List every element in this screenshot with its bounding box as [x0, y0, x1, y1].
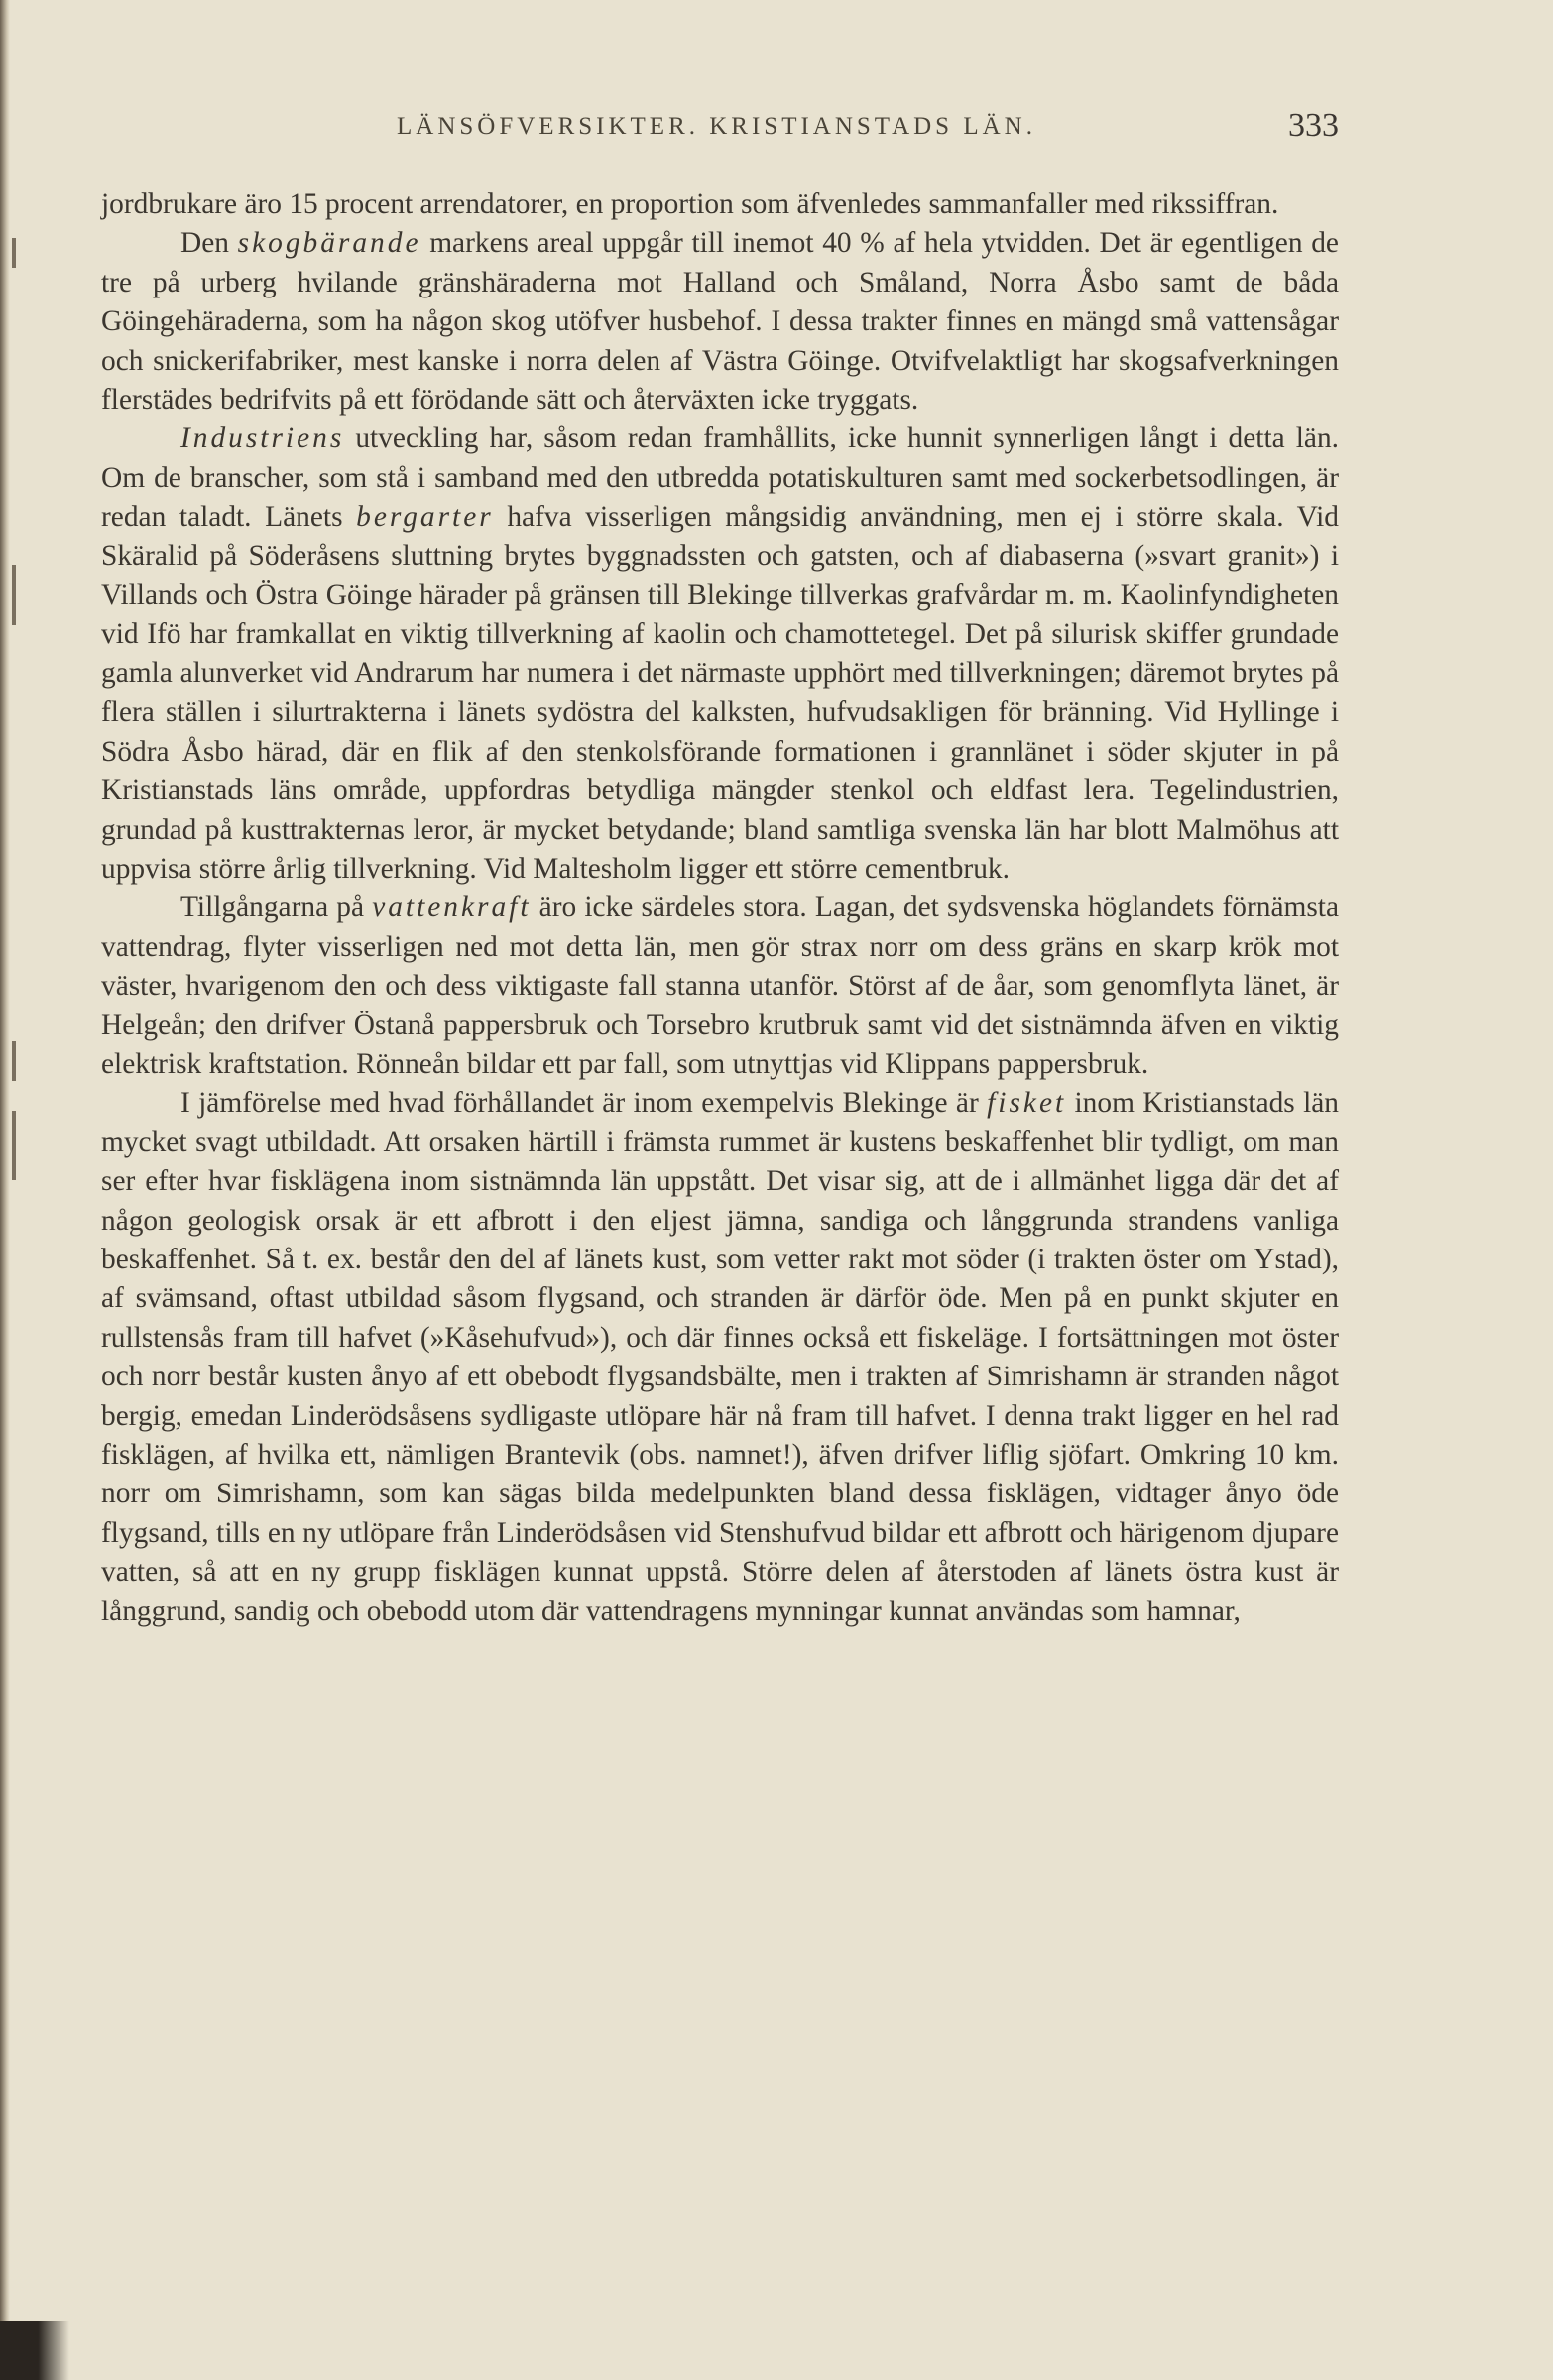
page-header — [99, 107, 1339, 151]
paragraph — [101, 224, 1339, 419]
paragraph — [101, 419, 1339, 889]
paragraph — [101, 1084, 1339, 1631]
spaced-emphasis: fisket — [987, 1087, 1067, 1120]
margin-mark — [12, 1111, 16, 1180]
spaced-emphasis: vattenkraft — [372, 892, 532, 924]
page-number: 333 — [1288, 107, 1339, 144]
spaced-emphasis: skogbärande — [237, 227, 421, 260]
text-run: Den — [180, 227, 238, 260]
text-run: utveckling har, såsom redan framhållits, icke hunnit synnerligen långt i detta län. Om de branscher, som stå i samband med den utbredda potatiskulturen samt med sockerbetsodlingen, är redan taladt. Länets — [101, 422, 1339, 534]
spaced-emphasis: bergarter — [356, 501, 494, 534]
text-run: I jämförelse med hvad förhållandet är inom exempelvis Blekinge är — [180, 1087, 988, 1120]
text-run: jordbrukare äro 15 procent arrendatorer, en proportion som äfvenledes sammanfaller med rikssiffran. — [101, 188, 1279, 220]
margin-mark — [12, 565, 16, 625]
text-run: inom Kristianstads län mycket svagt utbildadt. Att orsaken härtill i främsta rummet är kustens beskaffenhet blir tydligt, om man ser efter hvar fisklägena inom sistnämnda län uppstått. Det visar sig, att de i allmänhet ligga där det af någon geologisk orsak är ett afbrott i den eljest jämna, sandiga och långgrunda strandens vanliga beskaffenhet. Så t. ex. består den del af länets kust, som vetter rakt mot söder (i trakten öster om Ystad), af svämsand, oftast utbildad såsom flygsand, och stranden är därför öde. Men på en punkt skjuter en rullstensås fram till hafvet (»Kåsehufvud»), och där finnes också ett fiskeläge. I fortsättningen mot öster och norr består kusten ånyo af ett obebodt flygsandsbälte, men i trakten af Simrishamn är stranden något bergig, emedan Linderödsåsens sydligaste utlöpare här nå fram till hafvet. I denna trakt ligger en hel rad fisklägen, af hvilka ett, nämligen Brantevik (obs. namnet!), äfven drifver liflig sjöfart. Omkring 10 km. norr om Simrishamn, som kan sägas bilda medelpunkten bland dessa fisklägen, vidtager ånyo öde flygsand, tills en ny utlöpare från Linderödsåsen vid Stenshufvud bildar ett afbrott och härigenom djupare vatten, så att en ny grupp fisklägen kunnat uppstå. Större delen af återstoden af länets östra kust är långgrund, sandig och obebodd utom där vattendragens mynningar kunnat användas som hamnar, — [101, 1087, 1340, 1627]
text-run: Tillgångarna på — [180, 892, 373, 924]
paragraph — [101, 185, 1339, 224]
body-text — [101, 185, 1339, 1631]
spaced-emphasis: Industriens — [180, 422, 345, 455]
margin-mark — [12, 238, 16, 268]
running-head: LÄNSÖFVERSIKTER. KRISTIANSTADS LÄN. — [397, 113, 1036, 140]
page-binding-edge — [0, 0, 10, 2380]
text-run: hafva visserligen mångsidig användning, men ej i större skala. Vid Skäralid på Söderåsens sluttning brytes byggnadssten och gatsten, och af diabaserna (»svart granit») i Villands och Östra Göinge härader på gränsen till Blekinge tillverkas grafvårdar m. m. Kaolinfyndigheten vid Ifö har framkallat en viktig tillverkning af kaolin och chamottetegel. Det på silurisk skiffer grundade gamla alunverket vid Andrarum har numera i det närmaste upphört med tillverkningen; däremot brytes på flera ställen i silurtrakterna i länets sydöstra del kalksten, hufvudsakligen för bränning. Vid Hyllinge i Södra Åsbo härad, där en flik af den stenkolsförande formationen i grannlänet i söder skjuter in på Kristianstads läns område, uppfordras betydliga mängder stenkol och eldfast lera. Tegelindustrien, grundad på kusttrakternas leror, är mycket betydande; bland samtliga svenska län har blott Malmöhus att uppvisa större årlig tillverkning. Vid Maltesholm ligger ett större cementbruk. — [101, 501, 1339, 885]
paragraph — [101, 889, 1339, 1084]
text-run: markens areal uppgår till inemot 40 % af hela ytvidden. Det är egentligen de tre på urberg hvilande gränshäraderna mot Halland och Småland, Norra Åsbo samt de båda Göingehäraderna, som ha någon skog utöfver husbehof. I dessa trakter finnes en mängd små vattensågar och snickerifabriker, mest kanske i norra delen af Västra Göinge. Otvifvelaktligt har skogsafverkningen flerstädes bedrifvits på ett förödande sätt och återväxten icke tryggats. — [101, 227, 1339, 416]
margin-mark — [12, 1041, 16, 1081]
text-run: äro icke särdeles stora. Lagan, det sydsvenska höglandets förnämsta vattendrag, flyter visserligen ned mot detta län, men gör strax norr om dess gräns en skarp krök mot väster, hvarigenom den och dess viktigaste fall stanna utanför. Störst af de åar, som genomflyta länet, är Helgeån; den drifver Östanå pappersbruk och Torsebro krutbruk samt vid det sistnämnda äfven en viktig elektrisk kraftstation. Rönneån bildar ett par fall, som utnyttjas vid Klippans pappersbruk. — [101, 892, 1339, 1080]
page-corner-shadow — [0, 2320, 69, 2380]
